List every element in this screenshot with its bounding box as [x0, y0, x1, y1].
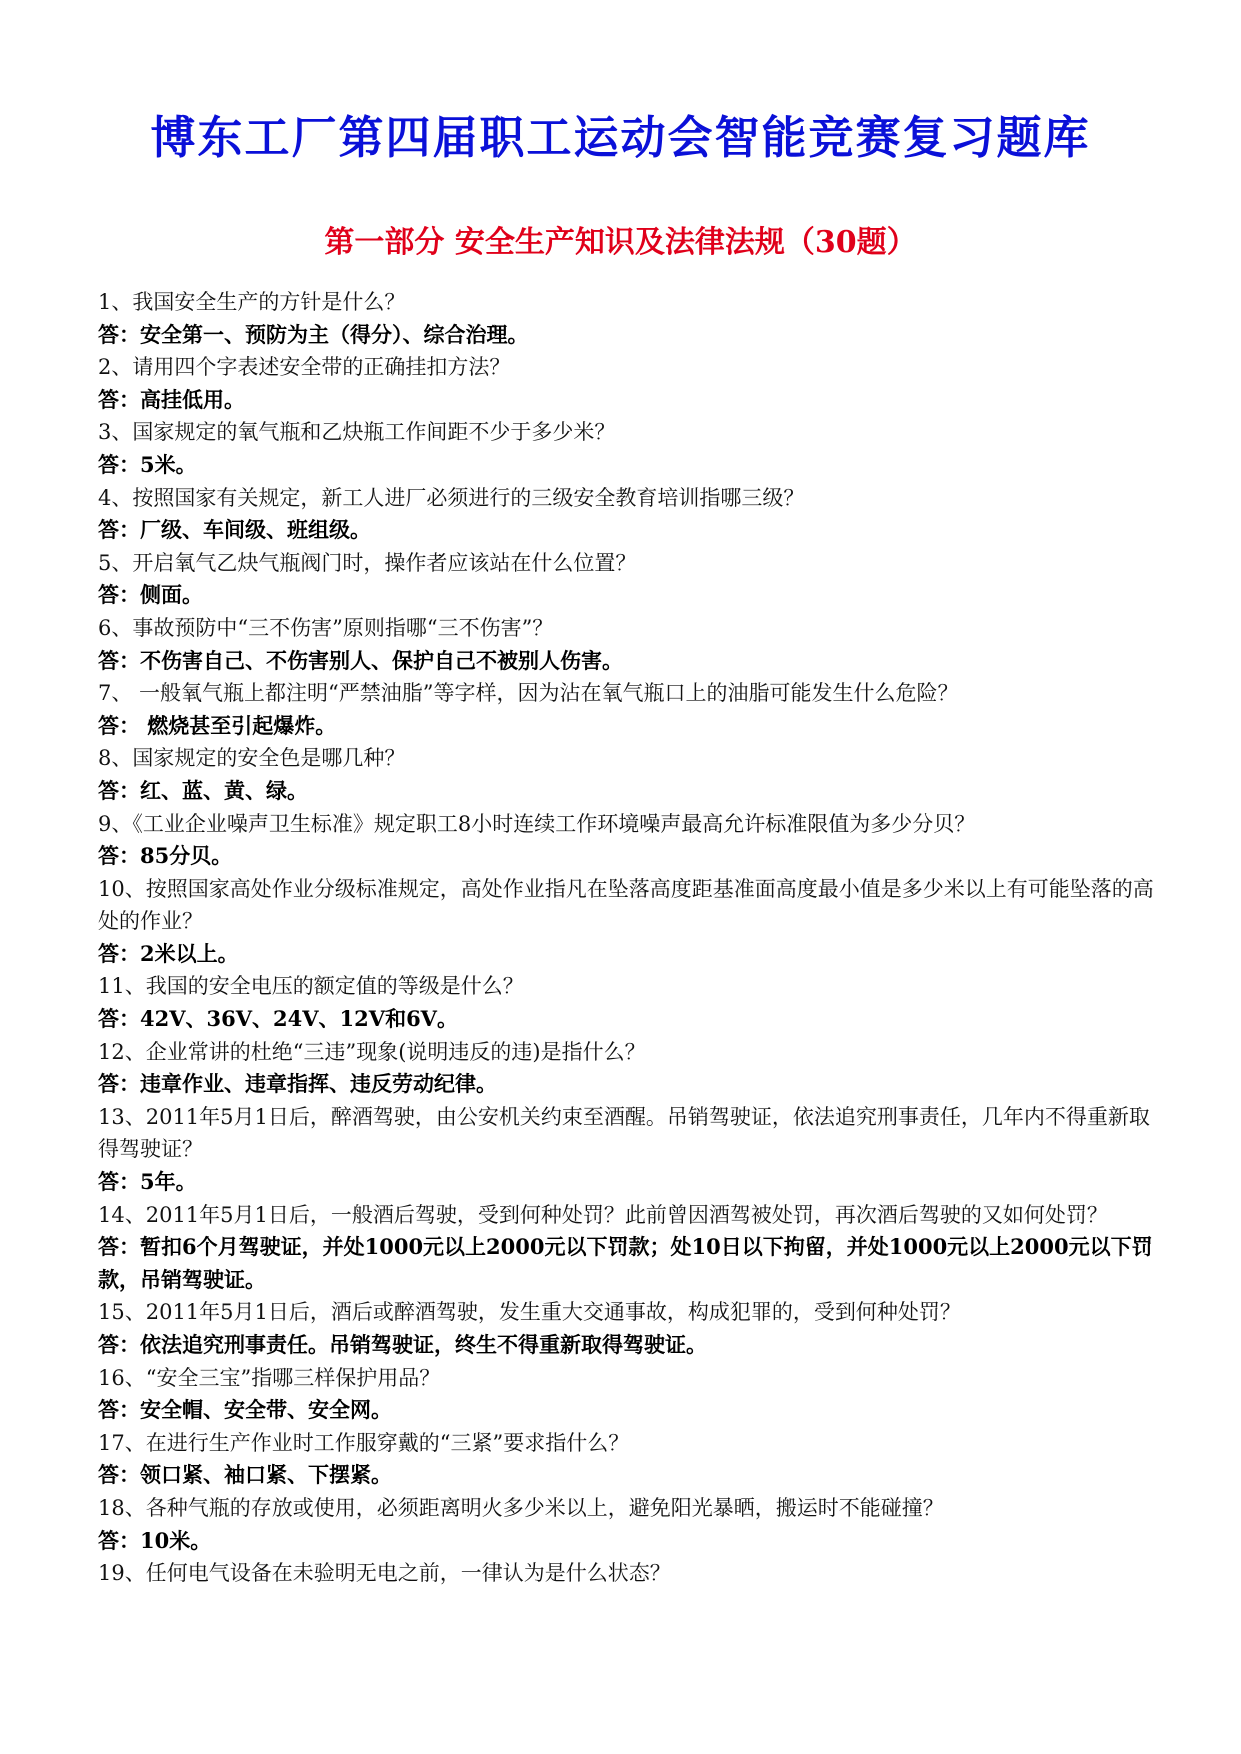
- question-text: 19、任何电气设备在未验明无电之前，一律认为是什么状态？: [98, 1561, 671, 1586]
- qa-item-13: [98, 1101, 1156, 1199]
- question-text: 5、开启氧气乙炔气瓶阀门时，操作者应该站在什么位置？: [98, 550, 637, 575]
- answer-text: 答：5年。: [98, 1169, 197, 1195]
- answer-text: 答：10米。: [98, 1527, 212, 1553]
- section-title: 第一部分 安全生产知识及法律法规（30题）: [324, 225, 917, 260]
- question-text: 14、2011年5月1日后，一般酒后驾驶，受到何种处罚？此前曾因酒驾被处罚，再次酒后驾驶的又如何处罚？: [98, 1202, 1108, 1227]
- answer-text: 答：依法追究刑事责任。吊销驾驶证，终生不得重新取得驾驶证。: [98, 1332, 707, 1357]
- question-text: 4、按照国家有关规定，新工人进厂必须进行的三级安全教育培训指哪三级？: [98, 485, 805, 510]
- question-text: 6、事故预防中“三不伤害”原则指哪“三不伤害”？: [98, 615, 554, 640]
- question-text: 15、2011年5月1日后，酒后或醉酒驾驶，发生重大交通事故，构成犯罪的，受到何种处罚？: [98, 1300, 961, 1325]
- answer-text: 答：85分贝。: [98, 843, 233, 869]
- qa-item-11: [98, 970, 1156, 1035]
- question-text: 7、 一般氧气瓶上都注明“严禁油脂”等字样，因为沾在氧气瓶口上的油脂可能发生什么危险？: [98, 681, 959, 706]
- question-text: 11、我国的安全电压的额定值的等级是什么？: [98, 974, 524, 999]
- answer-text: 答： 燃烧甚至引起爆炸。: [98, 712, 337, 738]
- question-text: 8、国家规定的安全色是哪几种？: [98, 746, 406, 771]
- question-text: 16、“安全三宝”指哪三样保护用品？: [98, 1365, 441, 1390]
- qa-item-17: [98, 1427, 1156, 1492]
- qa-item-12: [98, 1036, 1156, 1101]
- qa-item-2: [98, 351, 1156, 416]
- qa-item-6: [98, 612, 1156, 677]
- qa-item-10: [98, 873, 1156, 971]
- question-text: 10、按照国家高处作业分级标准规定，高处作业指凡在坠落高度距基准面高度最小值是多少米以上有可能坠落的高处的作业？: [98, 876, 1154, 934]
- question-text: 9、《工业企业噪声卫生标准》规定职工8小时连续工作环境噪声最高允许标准限值为多少分贝？: [98, 811, 976, 836]
- answer-text: 答：侧面。: [98, 582, 203, 608]
- qa-item-9: [98, 808, 1156, 873]
- answer-text: 答：违章作业、违章指挥、违反劳动纪律。: [98, 1071, 497, 1097]
- question-text: 1、我国安全生产的方针是什么？: [98, 290, 406, 314]
- qa-item-18: [98, 1492, 1156, 1557]
- qa-item-14: [98, 1199, 1156, 1297]
- answer-text: 答：安全第一、预防为主（得分）、综合治理。: [98, 321, 529, 347]
- question-text: 13、2011年5月1日后，醉酒驾驶，由公安机关约束至酒醒。吊销驾驶证，依法追究刑事责任，几年内不得重新取得驾驶证？: [98, 1104, 1150, 1162]
- question-text: 17、在进行生产作业时工作服穿戴的“三紧”要求指什么？: [98, 1430, 630, 1455]
- qa-item-3: [98, 416, 1156, 481]
- qa-item-8: [98, 742, 1156, 807]
- answer-text: 答：安全帽、安全带、安全网。: [98, 1397, 392, 1423]
- answer-text: 答：2米以上。: [98, 940, 239, 966]
- answer-text: 答：厂级、车间级、班组级。: [98, 517, 371, 543]
- answer-text: 答：不伤害自己、不伤害别人、保护自己不被别人伤害。: [98, 647, 623, 673]
- answer-text: 答：42V、36V、24V、12V和6V。: [98, 1006, 458, 1032]
- answer-text: 答：暂扣6个月驾驶证，并处1000元以上2000元以下罚款；处10日以下拘留，并处1000元以上2000元以下罚款，吊销驾驶证。: [98, 1234, 1153, 1292]
- question-text: 18、各种气瓶的存放或使用，必须距离明火多少米以上，避免阳光暴晒，搬运时不能碰撞？: [98, 1495, 944, 1520]
- question-list: [98, 286, 1156, 1590]
- answer-text: 答：领口紧、袖口紧、下摆紧。: [98, 1462, 392, 1488]
- qa-item-16: [98, 1362, 1156, 1427]
- answer-text: 答：5米。: [98, 451, 197, 477]
- qa-item-7: [98, 677, 1156, 742]
- qa-item-19: [98, 1557, 1156, 1590]
- question-text: 12、企业常讲的杜绝“三违”现象(说明违反的违)是指什么？: [98, 1039, 646, 1064]
- qa-item-4: [98, 482, 1156, 547]
- qa-item-15: [98, 1296, 1156, 1361]
- answer-text: 答：高挂低用。: [98, 386, 245, 412]
- question-text: 3、国家规定的氧气瓶和乙炔瓶工作间距不少于多少米？: [98, 420, 616, 445]
- qa-item-5: [98, 547, 1156, 612]
- question-text: 2、请用四个字表述安全带的正确挂扣方法？: [98, 355, 511, 380]
- qa-item-1: [98, 286, 1156, 351]
- answer-text: 答：红、蓝、黄、绿。: [98, 777, 308, 803]
- document-title: 博东工厂第四届职工运动会智能竞赛复习题库: [150, 111, 1091, 164]
